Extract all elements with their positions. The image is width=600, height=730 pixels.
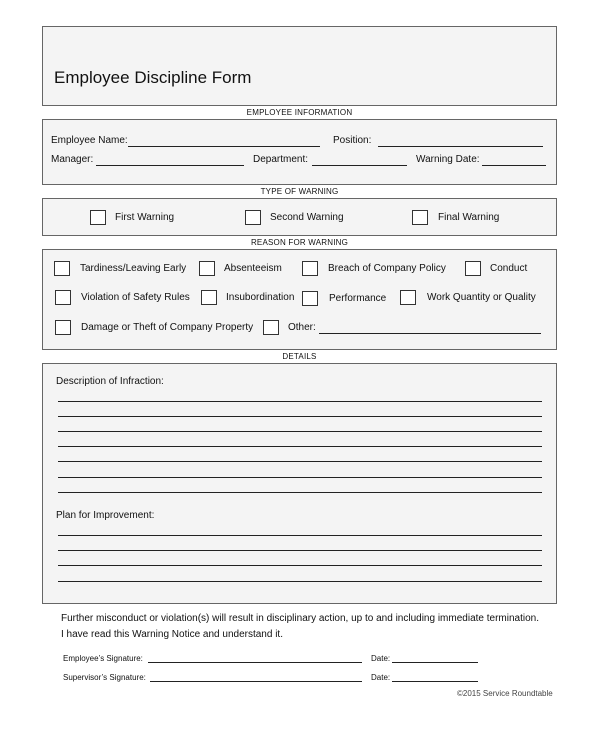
supervisor-signature-label: Supervisor’s Signature:	[63, 673, 146, 682]
second-warning-label: Second Warning	[270, 212, 344, 223]
other-field[interactable]	[319, 333, 541, 334]
work-quality-checkbox[interactable]	[400, 290, 416, 305]
performance-checkbox[interactable]	[302, 291, 318, 306]
manager-label: Manager:	[51, 154, 94, 165]
tardiness-label: Tardiness/Leaving Early	[80, 263, 187, 274]
manager-field[interactable]	[96, 165, 244, 166]
employee-signature-label: Employee’s Signature:	[63, 654, 143, 663]
other-label: Other:	[288, 322, 316, 333]
damage-theft-label: Damage or Theft of Company Property	[81, 322, 254, 333]
description-line[interactable]	[58, 461, 542, 462]
tardiness-checkbox[interactable]	[54, 261, 70, 276]
breach-of-policy-label: Breach of Company Policy	[328, 263, 446, 274]
employee-date-field[interactable]	[392, 662, 478, 663]
conduct-checkbox[interactable]	[465, 261, 481, 276]
safety-violation-label: Violation of Safety Rules	[81, 292, 190, 303]
supervisor-signature-field[interactable]	[150, 681, 362, 682]
safety-violation-checkbox[interactable]	[55, 290, 71, 305]
position-label: Position:	[333, 135, 372, 146]
warning-date-label: Warning Date:	[416, 154, 480, 165]
section-header-employee-information: EMPLOYEE INFORMATION	[42, 105, 557, 120]
section-header-details: DETAILS	[42, 349, 557, 364]
copyright-footer: ©2015 Service Roundtable	[457, 689, 553, 698]
conduct-label: Conduct	[490, 263, 528, 274]
performance-label: Performance	[329, 293, 387, 304]
section-header-type-of-warning: TYPE OF WARNING	[42, 184, 557, 199]
supervisor-date-label: Date:	[371, 673, 391, 682]
final-warning-label: Final Warning	[438, 212, 500, 223]
first-warning-label: First Warning	[115, 212, 175, 223]
description-line[interactable]	[58, 492, 542, 493]
breach-of-policy-checkbox[interactable]	[302, 261, 318, 276]
plan-line[interactable]	[58, 550, 542, 551]
second-warning-checkbox[interactable]	[245, 210, 261, 225]
termination-notice: Further misconduct or violation(s) will result in disciplinary action, up to and including immediate termination.	[61, 613, 539, 624]
absenteeism-checkbox[interactable]	[199, 261, 215, 276]
plan-line[interactable]	[58, 581, 542, 582]
description-line[interactable]	[58, 477, 542, 478]
plan-line[interactable]	[58, 565, 542, 566]
read-notice-statement: I have read this Warning Notice and understand it.	[61, 629, 283, 640]
plan-label: Plan for Improvement:	[56, 510, 155, 521]
absenteeism-label: Absenteeism	[224, 263, 282, 274]
supervisor-date-field[interactable]	[392, 681, 478, 682]
employee-date-label: Date:	[371, 654, 391, 663]
department-label: Department:	[253, 154, 309, 165]
warning-date-field[interactable]	[482, 165, 546, 166]
damage-theft-checkbox[interactable]	[55, 320, 71, 335]
insubordination-checkbox[interactable]	[201, 290, 217, 305]
section-header-reason-for-warning: REASON FOR WARNING	[42, 235, 557, 250]
employee-signature-field[interactable]	[148, 662, 362, 663]
plan-line[interactable]	[58, 535, 542, 536]
final-warning-checkbox[interactable]	[412, 210, 428, 225]
description-line[interactable]	[58, 431, 542, 432]
description-line[interactable]	[58, 446, 542, 447]
first-warning-checkbox[interactable]	[90, 210, 106, 225]
description-line[interactable]	[58, 416, 542, 417]
insubordination-label: Insubordination	[226, 292, 295, 303]
description-line[interactable]	[58, 401, 542, 402]
description-label: Description of Infraction:	[56, 376, 164, 387]
department-field[interactable]	[312, 165, 407, 166]
other-checkbox[interactable]	[263, 320, 279, 335]
employee-name-label: Employee Name:	[51, 135, 128, 146]
work-quality-label: Work Quantity or Quality	[427, 292, 536, 303]
form-title: Employee Discipline Form	[54, 68, 252, 87]
employee-name-field[interactable]	[128, 146, 320, 147]
position-field[interactable]	[378, 146, 543, 147]
